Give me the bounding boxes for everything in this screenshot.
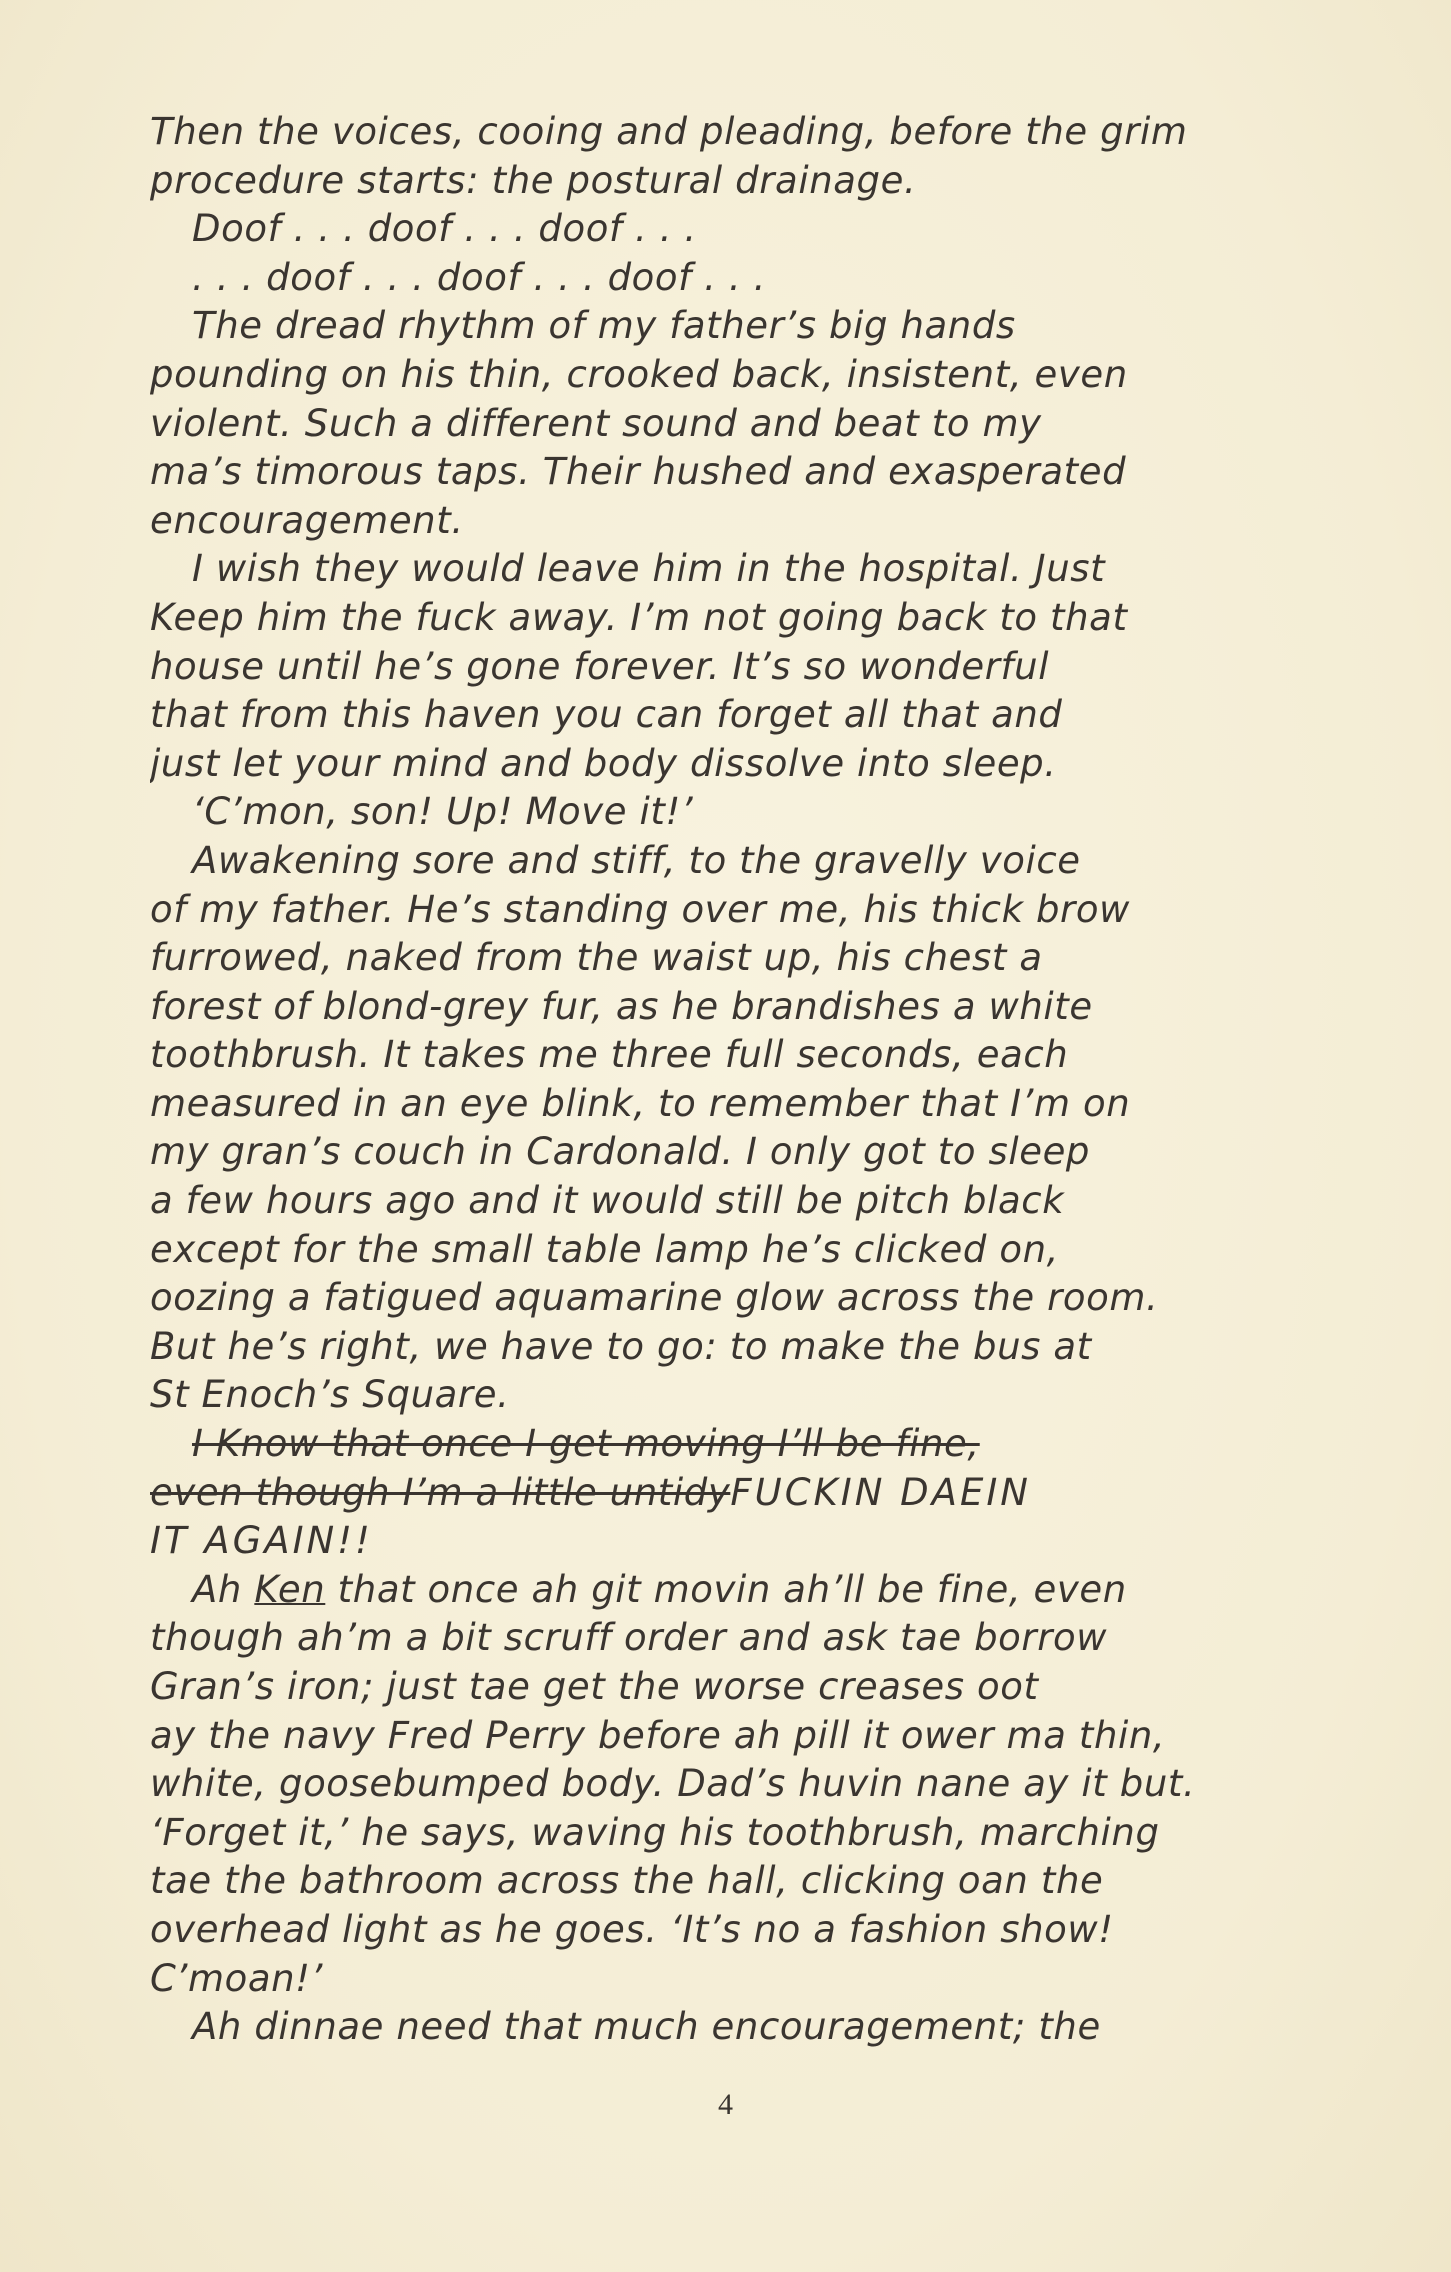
text-line: . . . doof . . . doof . . . doof . . .	[192, 255, 766, 299]
text-line: Ah dinnae need that much encouragement; the	[192, 2005, 1101, 2049]
text-line: overhead light as he goes. ‘It’s no a fashion show!	[150, 1907, 1114, 1951]
struck-text-line	[150, 1469, 1330, 1518]
text-line: white, goosebumped body. Dad’s huvin nane ay it but.	[150, 1762, 1196, 1806]
text-fragment: that once ah git movin ah’ll be fine, even	[325, 1567, 1127, 1611]
text-line: measured in an eye blink, to remember that I’m on	[150, 1081, 1131, 1125]
struck-text: even though I’m a little untidy	[150, 1470, 731, 1514]
text-line: Awakening sore and stiff, to the gravelly voice	[192, 838, 1081, 882]
text-line: pounding on his thin, crooked back, insistent, even	[150, 352, 1128, 396]
text-line: of my father. He’s standing over me, his thick brow	[150, 887, 1130, 931]
struck-text: I Know that once I get moving I’ll be fine,	[192, 1422, 980, 1466]
shout-text: FUCKIN DAEIN	[730, 1470, 1031, 1514]
text-line: toothbrush. It takes me three full seconds, each	[150, 1033, 1069, 1077]
text-line	[150, 1566, 1330, 1615]
text-line: a few hours ago and it would still be pitch black	[150, 1179, 1065, 1223]
text-line: furrowed, naked from the waist up, his chest a	[150, 936, 1043, 980]
text-line: just let your mind and body dissolve into sleep.	[150, 741, 1057, 785]
text-line: ‘Forget it,’ he says, waving his toothbrush, marching	[150, 1810, 1160, 1854]
text-line: ay the navy Fred Perry before ah pill it ower ma thin,	[150, 1713, 1166, 1757]
text-line: Gran’s iron; just tae get the worse creases oot	[150, 1665, 1039, 1708]
shout-text-line: IT AGAIN!!	[150, 1519, 373, 1563]
text-line: I wish they would leave him in the hospital. Just	[192, 547, 1106, 591]
text-line: Then the voices, cooing and pleading, before the grim	[150, 110, 1188, 153]
text-line: though ah’m a bit scruff order and ask tae borrow	[150, 1616, 1108, 1660]
text-line: ‘C’mon, son! Up! Move it!’	[192, 790, 694, 834]
text-line: procedure starts: the postural drainage.	[150, 158, 917, 202]
underlined-word: Ken	[254, 1567, 326, 1611]
text-line: tae the bathroom across the hall, clicking oan the	[150, 1859, 1104, 1903]
text-line: The dread rhythm of my father’s big hands	[192, 304, 1016, 348]
handwritten-text-block	[150, 108, 1330, 2052]
text-line: my gran’s couch in Cardonald. I only got to sleep	[150, 1130, 1091, 1174]
text-line: forest of blond-grey fur, as he brandishes a white	[150, 984, 1093, 1028]
text-line: Keep him the fuck away. I’m not going back to that	[150, 595, 1128, 639]
text-fragment: Ah	[192, 1567, 255, 1611]
struck-text-line	[150, 1420, 1330, 1469]
text-line: house until he’s gone forever. It’s so wonderful	[150, 644, 1050, 688]
page-number: 4	[718, 2088, 733, 2121]
text-line: that from this haven you can forget all that and	[150, 693, 1063, 737]
text-line: Doof . . . doof . . . doof . . .	[192, 207, 697, 251]
text-line: violent. Such a different sound and beat to my	[150, 401, 1042, 445]
text-line: encouragement.	[150, 498, 464, 542]
text-line: But he’s right, we have to go: to make the bus at	[150, 1324, 1092, 1368]
text-line: except for the small table lamp he’s clicked on,	[150, 1227, 1060, 1271]
text-line: St Enoch’s Square.	[150, 1373, 510, 1417]
text-line: C’moan!’	[150, 1956, 323, 2000]
text-line: oozing a fatigued aquamarine glow across the room.	[150, 1276, 1159, 1320]
text-line: ma’s timorous taps. Their hushed and exasperated	[150, 450, 1127, 494]
